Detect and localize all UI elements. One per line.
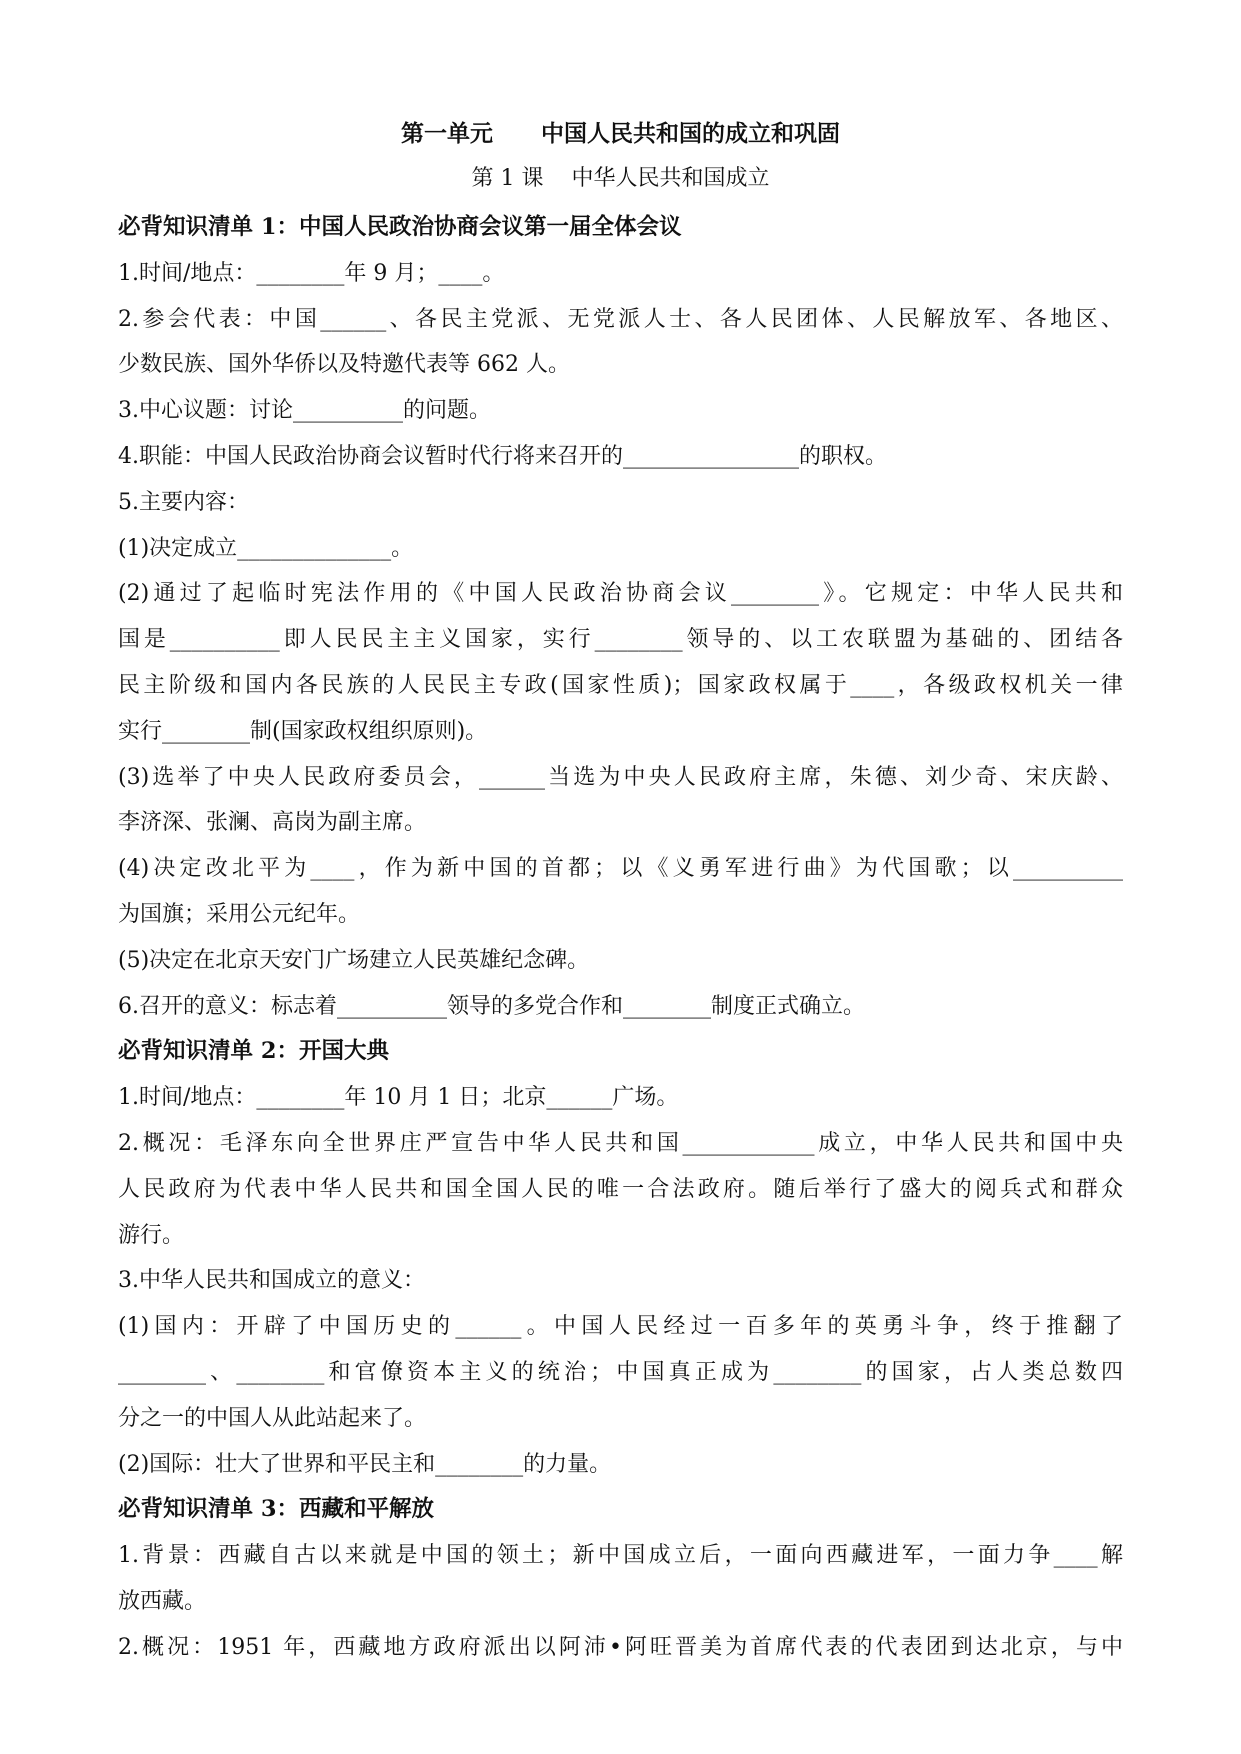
text-line: 2.概况：1951 年，西藏地方政府派出以阿沛•阿旺晋美为首席代表的代表团到达北京，与中 bbox=[118, 1634, 1123, 1660]
text-line: 2.参会代表：中国______、各民主党派、无党派人士、各人民团体、人民解放军、各地区、 bbox=[118, 306, 1123, 332]
text-line: (5)决定在北京天安门广场建立人民英雄纪念碑。 bbox=[118, 947, 590, 973]
text-line: 4.职能：中国人民政治协商会议暂时代行将来召开的________________的职权。 bbox=[118, 443, 887, 469]
text-line: 2.概况：毛泽东向全世界庄严宣告中华人民共和国____________成立，中华人民共和国中央 bbox=[118, 1130, 1123, 1156]
text-line: 放西藏。 bbox=[118, 1588, 207, 1614]
lesson-title: 第 1 课 中华人民共和国成立 bbox=[471, 166, 770, 191]
text-line: (1)国内：开辟了中国历史的______。中国人民经过一百多年的英勇斗争，终于推翻了 bbox=[118, 1314, 1123, 1340]
section-heading: 必背知识清单 3：西藏和平解放 bbox=[118, 1496, 434, 1523]
text-line: 1.时间/地点：________年 10 月 1 日；北京______广场。 bbox=[118, 1085, 679, 1111]
text-line: (2)国际：壮大了世界和平民主和________的力量。 bbox=[118, 1451, 612, 1477]
unit-title: 第一单元 中国人民共和国的成立和巩固 bbox=[400, 120, 841, 147]
text-line: 为国旗；采用公元纪年。 bbox=[118, 901, 361, 927]
section-heading: 必背知识清单 2：开国大典 bbox=[118, 1038, 389, 1065]
section-heading: 必背知识清单 1：中国人民政治协商会议第一届全体会议 bbox=[118, 214, 682, 240]
text-line: 游行。 bbox=[118, 1222, 185, 1248]
text-line: (4)决定改北平为____，作为新中国的首都；以《义勇军进行曲》为代国歌；以__________ bbox=[118, 856, 1123, 882]
text-line: 5.主要内容： bbox=[118, 489, 249, 515]
text-line: 3.中心议题：讨论__________的问题。 bbox=[118, 398, 491, 424]
text-line: 1.时间/地点：________年 9 月；____。 bbox=[118, 260, 505, 286]
text-line: (1)决定成立______________。 bbox=[118, 535, 414, 561]
text-line: (2)通过了起临时宪法作用的《中国人民政治协商会议________》。它规定：中华人民共和 bbox=[118, 581, 1123, 607]
text-line: 1.背景：西藏自古以来就是中国的领土；新中国成立后，一面向西藏进军，一面力争____解 bbox=[118, 1543, 1123, 1569]
text-line: 6.召开的意义：标志着__________领导的多党合作和________制度正式确立。 bbox=[118, 993, 865, 1019]
text-line: 民主阶级和国内各民族的人民民主专政(国家性质)；国家政权属于____，各级政权机关一律 bbox=[118, 672, 1123, 698]
text-line: 人民政府为代表中华人民共和国全国人民的唯一合法政府。随后举行了盛大的阅兵式和群众 bbox=[118, 1176, 1123, 1202]
text-line: 少数民族、国外华侨以及特邀代表等 662 人。 bbox=[118, 352, 570, 378]
text-line: 3.中华人民共和国成立的意义： bbox=[118, 1268, 425, 1294]
text-line: ________、________和官僚资本主义的统治；中国真正成为________的国家，占人类总数四 bbox=[118, 1359, 1123, 1385]
text-line: 国是__________即人民民主主义国家，实行________领导的、以工农联盟为基础的、团结各 bbox=[118, 627, 1123, 653]
text-line: 分之一的中国人从此站起来了。 bbox=[118, 1405, 427, 1431]
document-body bbox=[118, 205, 1123, 1671]
text-line: (3)选举了中央人民政府委员会，______当选为中央人民政府主席，朱德、刘少奇、宋庆龄、 bbox=[118, 764, 1123, 790]
text-line: 实行________制(国家政权组织原则)。 bbox=[118, 718, 488, 744]
text-line: 李济深、张澜、高岗为副主席。 bbox=[118, 810, 427, 836]
